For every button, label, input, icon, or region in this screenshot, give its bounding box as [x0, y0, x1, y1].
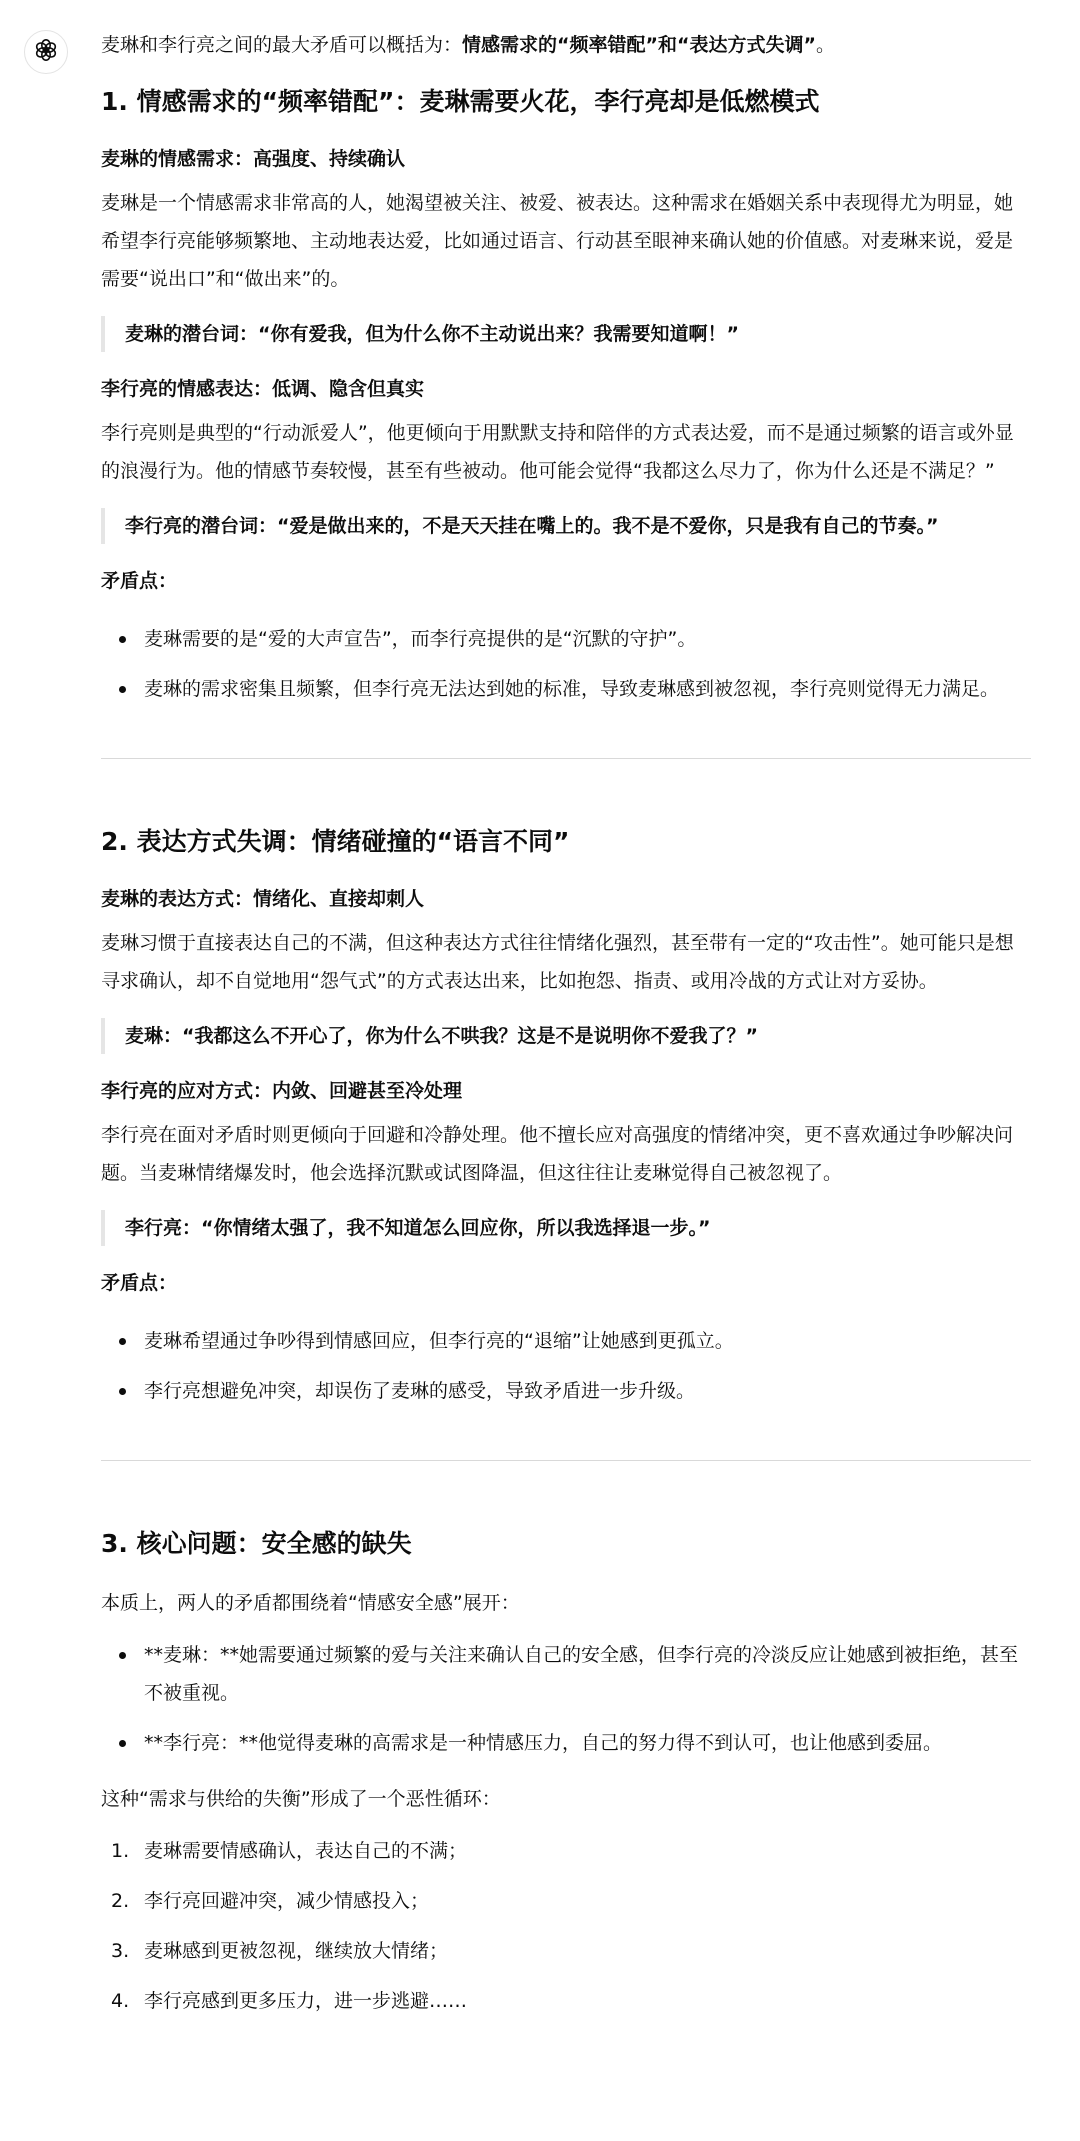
list-number: 3. [111, 1940, 130, 1962]
section-1-conflict-title: 矛盾点： [101, 570, 178, 592]
list-text: 李行亮回避冲突，减少情感投入； [144, 1890, 430, 1912]
section-2-heading: 2. 表达方式失调：情绪碰撞的“语言不同” [101, 827, 570, 856]
section-1-sub2-title: 李行亮的情感表达：低调、隐含但真实 [101, 378, 425, 400]
section-2-conflict-list [101, 1322, 1031, 1410]
section-2-sub1-title: 麦琳的表达方式：情绪化、直接却刺人 [101, 888, 425, 910]
section-3-cycle-intro: 这种“需求与供给的失衡”形成了一个恶性循环： [101, 1788, 501, 1810]
section-1-sub2-quote: 李行亮的潜台词：“爱是做出来的，不是天天挂在嘴上的。我不是不爱你，只是我有自己的节奏。” [101, 508, 1031, 544]
list-item: 李行亮想避免冲突，却误伤了麦琳的感受，导致矛盾进一步升级。 [101, 1372, 1031, 1410]
section-2-sub2-quote: 李行亮：“你情绪太强了，我不知道怎么回应你，所以我选择退一步。” [101, 1210, 1031, 1246]
list-item: 麦琳的需求密集且频繁，但李行亮无法达到她的标准，导致麦琳感到被忽视，李行亮则觉得无力满足。 [101, 670, 1031, 708]
list-text: 麦琳感到更被忽视，继续放大情绪； [144, 1940, 449, 1962]
list-item: 麦琳需要的是“爱的大声宣告”，而李行亮提供的是“沉默的守护”。 [101, 620, 1031, 658]
section-2-sub2-title: 李行亮的应对方式：内敛、回避甚至冷处理 [101, 1080, 463, 1102]
list-text: 李行亮感到更多压力，进一步逃避…… [144, 1990, 468, 2012]
list-item: 麦琳希望通过争吵得到情感回应，但李行亮的“退缩”让她感到更孤立。 [101, 1322, 1031, 1360]
section-2-sub2-body: 李行亮在面对矛盾时则更倾向于回避和冷静处理。他不擅长应对高强度的情绪冲突，更不喜欢通过争吵解决问题。当麦琳情绪爆发时，他会选择沉默或试图降温，但这往往让麦琳觉得自己被忽视了。 [101, 1124, 1014, 1184]
section-1-sub2-body: 李行亮则是典型的“行动派爱人”，他更倾向于用默默支持和陪伴的方式表达爱，而不是通过频繁的语言或外显的浪漫行为。他的情感节奏较慢，甚至有些被动。他可能会觉得“我都这么尽力了，你为什么还是不满足？” [101, 422, 1014, 482]
openai-logo-icon [32, 36, 60, 68]
list-item: **麦琳：**她需要通过频繁的爱与关注来确认自己的安全感，但李行亮的冷淡反应让她感到被拒绝，甚至不被重视。 [101, 1636, 1031, 1712]
divider [101, 758, 1031, 759]
section-1-sub1-quote: 麦琳的潜台词：“你有爱我，但为什么你不主动说出来？我需要知道啊！” [101, 316, 1031, 352]
intro-bold: 情感需求的“频率错配”和“表达方式失调” [462, 34, 816, 56]
section-3-heading: 3. 核心问题：安全感的缺失 [101, 1529, 412, 1558]
intro-paragraph [101, 26, 1031, 64]
list-item [101, 1832, 1031, 1870]
section-3-body: 本质上，两人的矛盾都围绕着“情感安全感”展开： [101, 1592, 520, 1614]
section-3-cycle-list [101, 1832, 1031, 2020]
assistant-message [101, 26, 1031, 2032]
list-number: 2. [111, 1890, 130, 1912]
assistant-avatar [24, 30, 68, 74]
section-3-bullets [101, 1636, 1031, 1762]
list-number: 1. [111, 1840, 130, 1862]
section-1-sub1-body: 麦琳是一个情感需求非常高的人，她渴望被关注、被爱、被表达。这种需求在婚姻关系中表现得尤为明显，她希望李行亮能够频繁地、主动地表达爱，比如通过语言、行动甚至眼神来确认她的价值感。对麦琳来说，爱是需要“说出口”和“做出来”的。 [101, 192, 1014, 290]
section-2-sub1-quote: 麦琳：“我都这么不开心了，你为什么不哄我？这是不是说明你不爱我了？” [101, 1018, 1031, 1054]
list-number: 4. [111, 1990, 130, 2012]
intro-text: 麦琳和李行亮之间的最大矛盾可以概括为： [101, 34, 463, 56]
list-item [101, 1982, 1031, 2020]
section-1-sub1-title: 麦琳的情感需求：高强度、持续确认 [101, 148, 406, 170]
list-item [101, 1932, 1031, 1970]
list-item: **李行亮：**他觉得麦琳的高需求是一种情感压力，自己的努力得不到认可，也让他感到委屈。 [101, 1724, 1031, 1762]
section-2-conflict-title: 矛盾点： [101, 1272, 178, 1294]
intro-suffix: 。 [815, 34, 835, 56]
section-2-sub1-body: 麦琳习惯于直接表达自己的不满，但这种表达方式往往情绪化强烈，甚至带有一定的“攻击性”。她可能只是想寻求确认，却不自觉地用“怨气式”的方式表达出来，比如抱怨、指责、或用冷战的方式让对方妥协。 [101, 932, 1014, 992]
section-1-heading: 1. 情感需求的“频率错配”：麦琳需要火花，李行亮却是低燃模式 [101, 87, 820, 116]
section-1-conflict-list [101, 620, 1031, 708]
list-item [101, 1882, 1031, 1920]
list-text: 麦琳需要情感确认，表达自己的不满； [144, 1840, 468, 1862]
divider [101, 1460, 1031, 1461]
